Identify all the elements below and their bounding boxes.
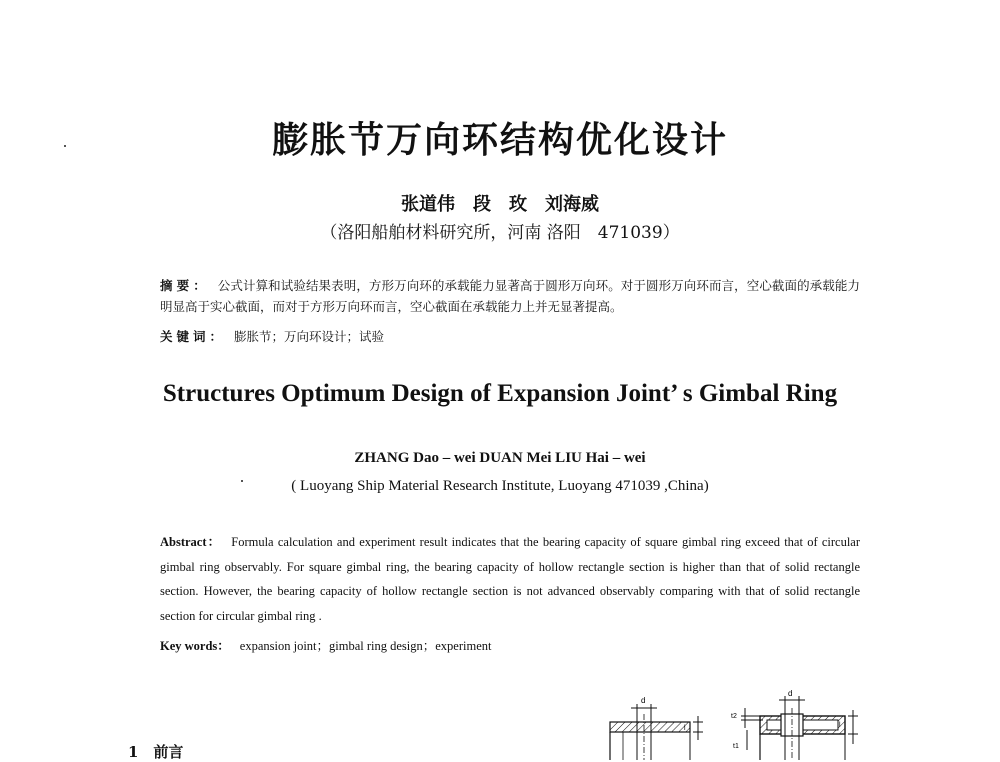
hollow-section-drawing — [731, 689, 858, 760]
cn-keywords-text: 膨胀节；万向环设计；试验 — [234, 329, 385, 344]
cn-title: 膨胀节万向环结构优化设计 — [271, 119, 728, 161]
en-title: Structures Optimum Design of Expansion Joint’ s Gimbal Ring — [162, 380, 838, 407]
cn-affiliation: （洛阳船舶材料研究所，河南 洛阳 471039） — [320, 223, 680, 243]
section-heading: 1 前言 — [128, 743, 184, 761]
dimension-label-d: d — [788, 689, 793, 698]
en-abstract-text: Formula calculation and experiment result indicates that the bearing capacity of square gimbal ring exceed that of circular gimbal ring observably. For square gimbal ring, the bearing capacity of hollow rectangle section is higher than that of solid rectangle section. However, the bearing capacity of hollow rectangle section is not advanced observably comparing with that of solid rectangle section for circular gimbal ring . — [160, 535, 861, 623]
en-authors: ZHANG Dao – wei DUAN Mei LIU Hai – wei — [354, 450, 646, 466]
en-abstract-label: Abstract： — [160, 535, 222, 549]
dimension-label-d: d — [641, 696, 646, 705]
dimension-label-t1: t1 — [733, 743, 739, 750]
cn-authors: 张道伟 段 玫 刘海威 — [401, 194, 599, 215]
cn-abstract-text: 公式计算和试验结果表明，方形万向环的承载能力显著高于圆形万向环。对于圆形万向环而言，空心截面的承载能力明显高于实心截面，而对于方形万向环而言，空心截面在承载能力上并无显著提高。 — [160, 278, 860, 314]
cn-keywords — [160, 327, 384, 345]
dimension-label-t2: t2 — [731, 713, 737, 720]
dimension-label-l: l — [839, 722, 841, 729]
en-keywords — [160, 636, 492, 654]
en-affiliation: ( Luoyang Ship Material Research Institute, Luoyang 471039 ,China) — [291, 478, 709, 494]
cross-section-figure — [595, 688, 875, 760]
cn-keywords-label: 关键词： — [160, 329, 227, 344]
en-keywords-text: expansion joint；gimbal ring design；experiment — [239, 639, 492, 653]
en-keywords-label: Key words： — [160, 639, 230, 653]
solid-section-drawing — [610, 696, 703, 760]
dimension-label-l: l — [684, 725, 686, 732]
cn-abstract-label: 摘要： — [160, 278, 210, 293]
en-abstract — [160, 530, 860, 628]
cn-abstract — [160, 275, 860, 317]
solid-section-hatch — [610, 722, 690, 732]
